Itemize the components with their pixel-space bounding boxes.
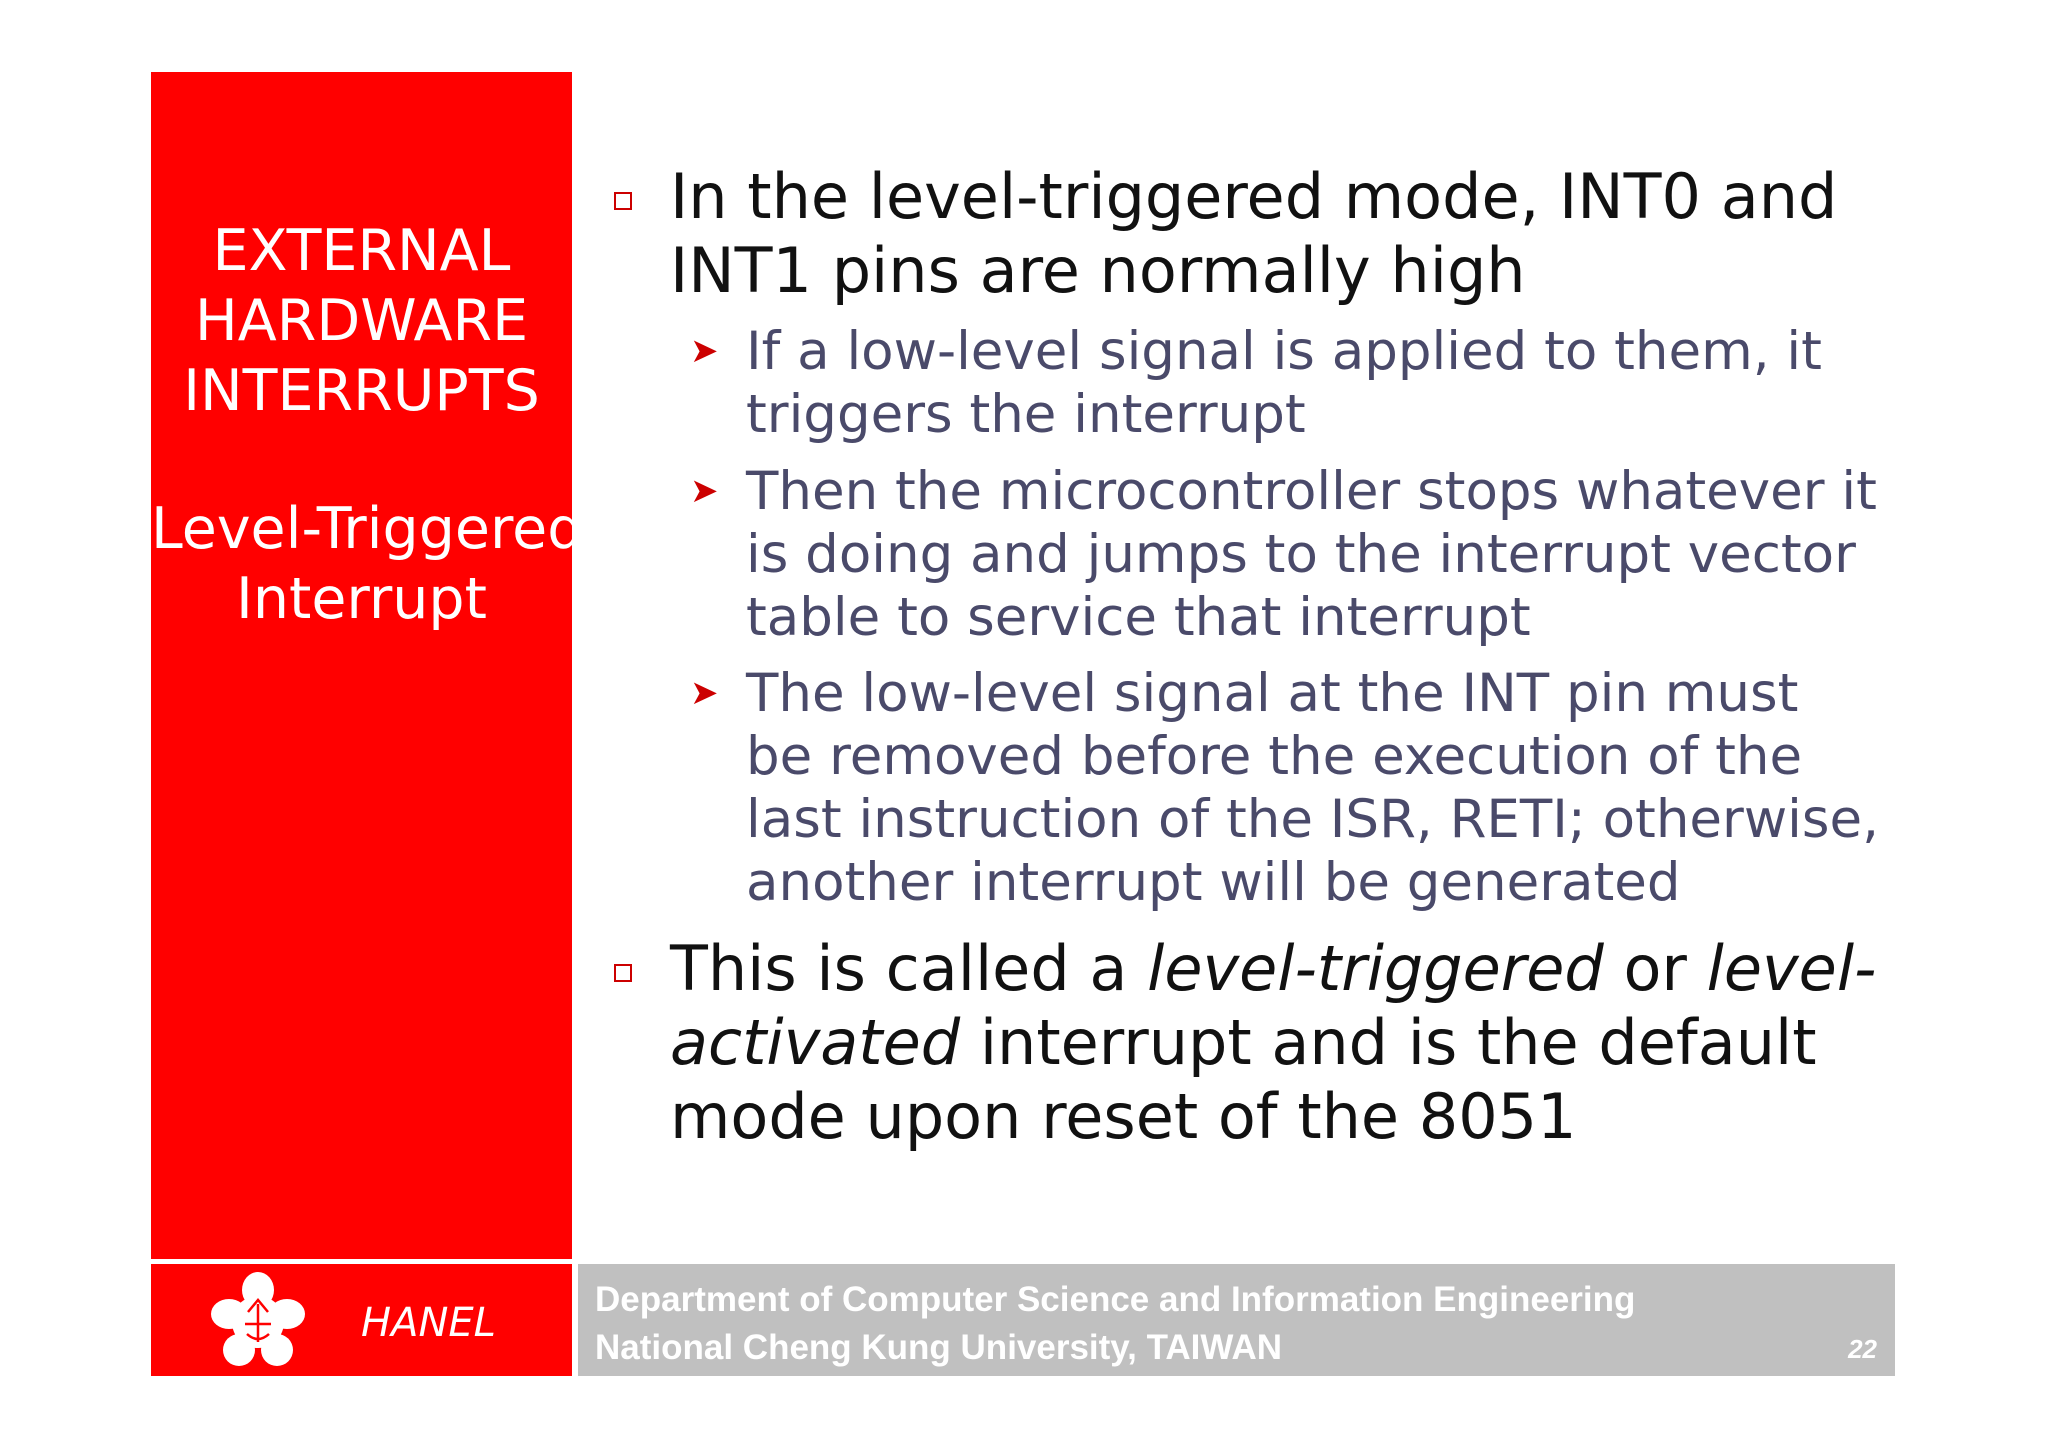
sidebar-title-line: EXTERNAL [212, 218, 511, 284]
sub-bullet-line: Then the microcontroller stops whatever it [746, 461, 1877, 522]
sub-bullet-1-text [746, 320, 1896, 446]
page-number: 22 [1848, 1334, 1877, 1364]
arrow-bullet-icon: ➤ [690, 673, 719, 713]
department-name: Department of Computer Science and Information Engineering [595, 1280, 1636, 1319]
text-run: interrupt and is the default [960, 1006, 1817, 1079]
sidebar-subtitle-line: Level-Triggered [151, 496, 584, 562]
sub-bullet-line: table to service that interrupt [746, 587, 1531, 648]
author-name: HANEL [361, 1300, 496, 1346]
sub-bullet-line: triggers the interrupt [746, 384, 1306, 445]
bullet-2-line [670, 1006, 1900, 1080]
university-emblem-icon [203, 1272, 313, 1372]
sub-bullet-line: If a low-level signal is applied to them, it [746, 321, 1822, 382]
bullet-2-line: mode upon reset of the 8051 [670, 1080, 1577, 1153]
footer-brand [151, 1264, 572, 1376]
sidebar-subtitle [151, 494, 584, 634]
bullet-2-text [670, 932, 1900, 1154]
sub-bullet-line: is doing and jumps to the interrupt vector [746, 524, 1856, 585]
footer-info [578, 1264, 1895, 1376]
sub-bullet-3-text [746, 662, 1896, 914]
bullet-1-line: In the level-triggered mode, INT0 and [670, 160, 1838, 233]
emphasis-text: level-triggered [1147, 932, 1604, 1005]
sub-bullet-line: be removed before the execution of the [746, 726, 1803, 787]
square-bullet-icon [606, 932, 632, 1006]
university-name: National Cheng Kung University, TAIWAN [595, 1328, 1283, 1367]
sub-bullet-2-text [746, 460, 1896, 649]
square-bullet-icon [606, 160, 632, 234]
text-run: This is called a [670, 932, 1148, 1005]
sub-bullet-line: last instruction of the ISR, RETI; otherwise, [746, 789, 1879, 850]
sub-bullet-line: another interrupt will be generated [746, 852, 1681, 913]
arrow-bullet-icon: ➤ [690, 331, 719, 371]
bullet-1-text [670, 160, 1900, 308]
sub-bullet-line: The low-level signal at the INT pin must [746, 663, 1799, 724]
arrow-bullet-icon: ➤ [690, 471, 719, 511]
text-run: or [1603, 932, 1707, 1005]
emphasis-text: activated [670, 1006, 961, 1079]
bullet-1-line: INT1 pins are normally high [670, 234, 1526, 307]
sidebar-title [151, 216, 572, 426]
sidebar-subtitle-line: Interrupt [236, 566, 487, 632]
sidebar-title-line: INTERRUPTS [183, 358, 540, 424]
emphasis-text: level- [1706, 932, 1877, 1005]
bullet-2-line [670, 932, 1900, 1006]
sidebar-title-line: HARDWARE [194, 288, 529, 354]
sidebar [151, 72, 584, 1259]
